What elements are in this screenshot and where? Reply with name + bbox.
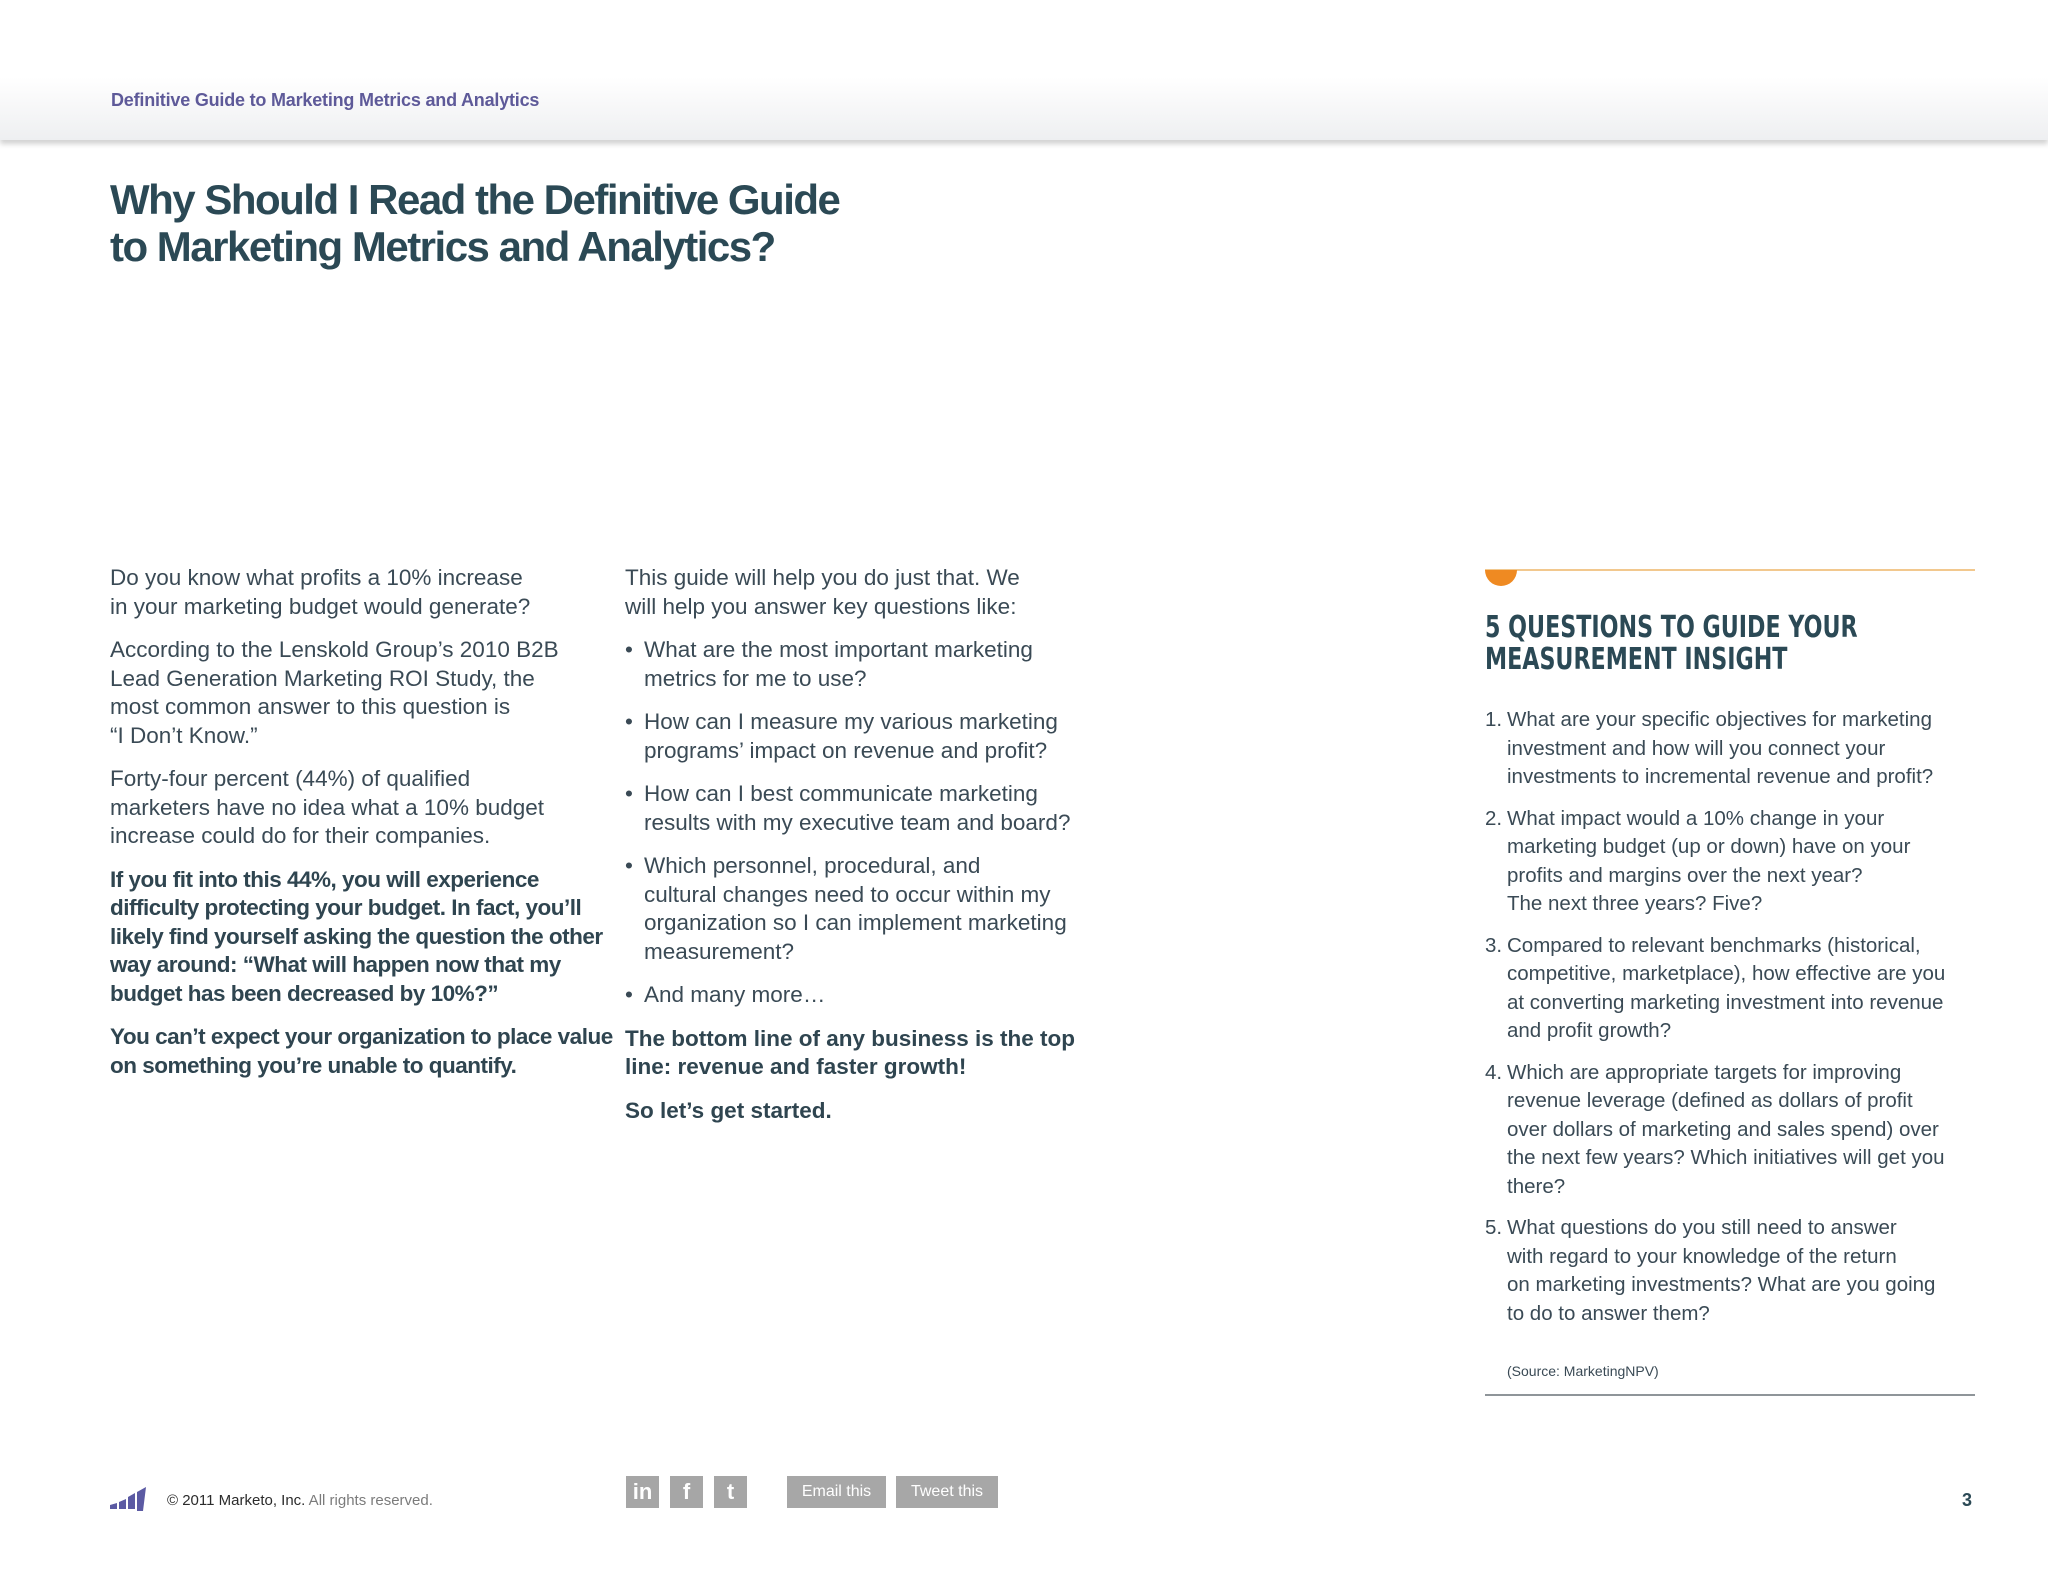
facebook-icon[interactable]: f	[670, 1476, 703, 1508]
sidebar-bottom-rule	[1485, 1394, 1975, 1396]
running-title: Definitive Guide to Marketing Metrics and Analytics	[111, 90, 540, 110]
text-line: You can’t expect your organization to place value	[110, 1024, 613, 1049]
text-line: most common answer to this question is	[110, 694, 511, 719]
question-item	[1485, 706, 1965, 792]
text-line: The bottom line of any business is the top	[625, 1025, 1076, 1051]
text-line: Do you know what profits a 10% increase	[110, 565, 523, 590]
text-line: on something you’re unable to quantify.	[110, 1052, 517, 1078]
text-line: to do to answer them?	[1507, 1301, 1710, 1325]
text-line: “I Don’t Know.”	[110, 722, 258, 748]
text-line: What impact would a 10% change in your	[1507, 806, 1885, 830]
question-number: 2.	[1485, 806, 1503, 830]
paragraph	[110, 636, 620, 750]
text-line: Lead Generation Marketing ROI Study, the	[110, 665, 535, 691]
copyright-rest: All rights reserved.	[305, 1492, 433, 1509]
intro-column	[110, 564, 620, 1095]
text-line: at converting marketing investment into revenue	[1507, 990, 1944, 1014]
paragraph	[110, 765, 620, 851]
question-number: 1.	[1485, 708, 1503, 731]
text-line: marketers have no idea what a 10% budget	[110, 794, 545, 820]
list-item	[625, 636, 1125, 693]
list-item	[625, 780, 1125, 837]
page-number: 3	[1962, 1490, 1973, 1510]
bullet-icon: •	[625, 637, 633, 662]
text-line: MEASUREMENT INSIGHT	[1485, 642, 1788, 677]
emphasis-paragraph	[110, 866, 620, 1009]
sidebar-title	[1485, 610, 1858, 677]
text-line: What are your specific objectives for marketing	[1507, 708, 1932, 731]
text-line: This guide will help you do just that. We	[625, 565, 1020, 590]
text-line: And many more…	[644, 982, 826, 1007]
bullet-icon: •	[625, 709, 633, 734]
text-line: How can I best communicate marketing	[644, 781, 1038, 806]
text-line: line: revenue and faster growth!	[625, 1054, 967, 1079]
copyright	[167, 1492, 433, 1509]
paragraph	[110, 564, 620, 621]
paragraph	[625, 564, 1125, 621]
text-line: and profit growth?	[1507, 1019, 1672, 1042]
question-item	[1485, 805, 1965, 919]
text-line: So let’s get started.	[625, 1097, 832, 1123]
text-line: How can I measure my various marketing	[644, 709, 1058, 734]
questions-list	[1485, 706, 1965, 1341]
guide-column	[625, 564, 1125, 1140]
text-line: cultural changes need to occur within my	[644, 881, 1051, 907]
text-line: profits and margins over the next year?	[1507, 863, 1863, 887]
question-number: 5.	[1485, 1216, 1503, 1239]
text-line: will help you answer key questions like:	[625, 593, 1017, 619]
text-line: investment and how will you connect your	[1507, 736, 1886, 760]
page-title	[110, 176, 870, 270]
text-line: investments to incremental revenue and profit?	[1507, 765, 1934, 788]
copyright-main: © 2011 Marketo, Inc.	[167, 1492, 306, 1509]
text-line: difficulty protecting your budget. In fact, you’ll	[110, 895, 582, 920]
text-line: organization so I can implement marketing	[644, 910, 1067, 935]
text-line: If you fit into this 44%, you will experience	[110, 866, 539, 892]
question-item	[1485, 932, 1965, 1046]
list-item	[625, 981, 1125, 1010]
question-item	[1485, 1214, 1965, 1328]
tweet-this-button[interactable]: Tweet this	[896, 1476, 998, 1508]
text-line: According to the Lenskold Group’s 2010 B2B	[110, 637, 559, 662]
text-line: measurement?	[644, 938, 795, 964]
linkedin-icon[interactable]: in	[626, 1476, 659, 1508]
orange-tab-marker	[1485, 570, 1517, 586]
question-item	[1485, 1059, 1965, 1202]
text-line: competitive, marketplace), how effective are you	[1507, 962, 1946, 985]
bullet-icon: •	[625, 982, 633, 1007]
header-band	[0, 0, 2048, 140]
text-line: there?	[1507, 1174, 1566, 1198]
text-line: likely find yourself asking the question the other	[110, 923, 603, 949]
list-item	[625, 708, 1125, 765]
text-line: the next few years? Which initiatives will get you	[1507, 1146, 1945, 1169]
page-title-line: to Marketing Metrics and Analytics?	[110, 223, 775, 270]
twitter-icon[interactable]: t	[714, 1476, 747, 1508]
key-questions-list	[625, 636, 1125, 1010]
text-line: budget has been decreased by 10%?”	[110, 980, 499, 1006]
sidebar-top-rule	[1485, 569, 1975, 571]
emphasis-paragraph	[625, 1097, 1125, 1126]
bullet-icon: •	[625, 781, 633, 806]
emphasis-paragraph	[110, 1023, 620, 1080]
text-line: Forty-four percent (44%) of qualified	[110, 766, 471, 791]
emphasis-paragraph	[625, 1025, 1125, 1082]
text-line: over dollars of marketing and sales spend) over	[1507, 1117, 1939, 1141]
text-line: programs’ impact on revenue and profit?	[644, 737, 1048, 763]
text-line: Compared to relevant benchmarks (historical,	[1507, 933, 1921, 957]
list-item	[625, 852, 1125, 966]
question-number: 4.	[1485, 1060, 1503, 1084]
text-line: Which are appropriate targets for improving	[1507, 1060, 1902, 1084]
text-line: What questions do you still need to answer	[1507, 1216, 1897, 1239]
text-line: Which personnel, procedural, and	[644, 853, 981, 878]
text-line: 5 QUESTIONS TO GUIDE YOUR	[1485, 610, 1858, 645]
bullet-icon: •	[625, 853, 633, 878]
source-note: (Source: MarketingNPV)	[1507, 1363, 1659, 1379]
question-number: 3.	[1485, 933, 1503, 957]
text-line: in your marketing budget would generate?	[110, 593, 531, 619]
text-line: revenue leverage (defined as dollars of profit	[1507, 1089, 1913, 1112]
text-line: way around: “What will happen now that my	[110, 952, 561, 977]
page-title-line: Why Should I Read the Definitive Guide	[110, 176, 840, 223]
email-this-button[interactable]: Email this	[787, 1476, 886, 1508]
marketo-logo-icon	[110, 1487, 148, 1511]
text-line: with regard to your knowledge of the return	[1507, 1244, 1897, 1268]
text-line: marketing budget (up or down) have on your	[1507, 835, 1911, 858]
text-line: on marketing investments? What are you going	[1507, 1273, 1936, 1296]
text-line: increase could do for their companies.	[110, 823, 491, 848]
text-line: metrics for me to use?	[644, 665, 867, 691]
text-line: The next three years? Five?	[1507, 892, 1763, 915]
text-line: results with my executive team and board?	[644, 809, 1071, 835]
text-line: What are the most important marketing	[644, 637, 1033, 662]
